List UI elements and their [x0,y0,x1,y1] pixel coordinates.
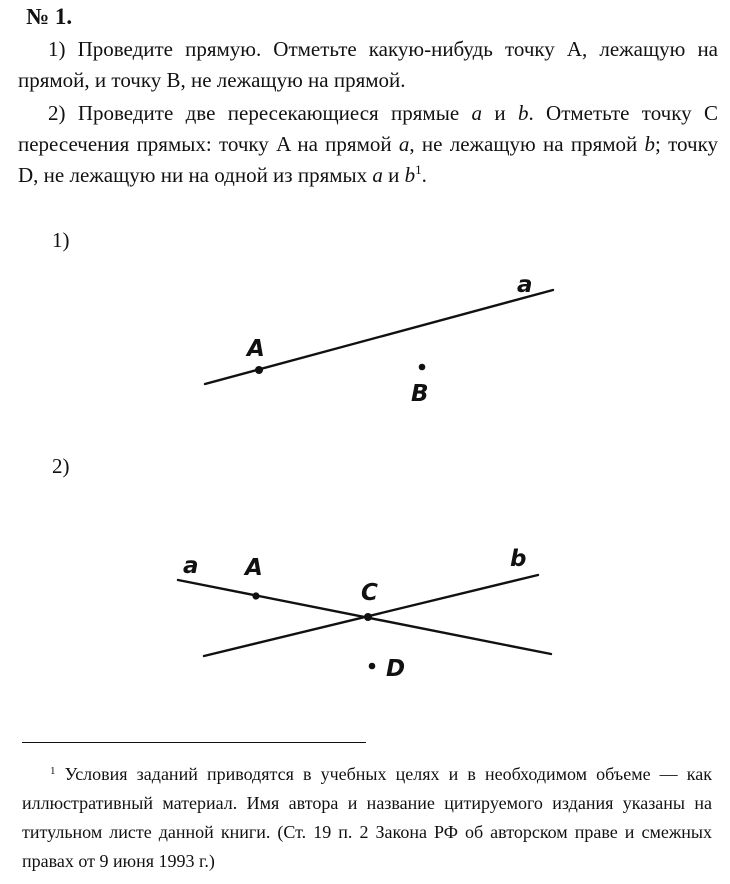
item2-text: и [382,163,405,187]
figure-1 [205,272,553,407]
footnote-marker: 1 [50,765,56,777]
line-a-label: a [517,272,533,298]
item2-text: ; точку D, не лежащую ни на одной из прямых [18,132,718,187]
point-b-dot [419,364,426,371]
footnote [22,760,712,876]
point-d-label: D [386,656,406,682]
item2-text: 2) Проведите две пересекающиеся прямые [48,101,472,125]
task-number: № 1. [26,4,73,29]
figure-2 [178,546,551,682]
point-c-dot [364,613,372,621]
footnote-text: Условия заданий приводятся в учебных целях и в необходимом объеме — как иллюстративный материал. Имя автора и название цитируемого издания указаны на титульном листе данной книги. (Ст. 19 п. 2 Закона РФ об авторском праве и смежных правах от 9 июня 1993 г.) [22,764,712,871]
footnote-divider [22,742,366,743]
point-a-dot [252,592,259,599]
item2-text: . Отметьте точку C пересечения прямых: точку A на прямой [18,101,718,156]
task-item-1: 1) Проведите прямую. Отметьте какую-нибудь точку A, лежащую на прямой, и точку B, не лежащую на прямой. [18,37,718,92]
figure-2-label: 2) [52,454,70,478]
line-a-ref: a [398,132,410,156]
point-a-label: A [247,336,265,362]
item2-text: и [482,101,518,125]
line-a-ref: a [372,163,383,187]
line-b-ref: b [644,132,656,156]
point-c-label: C [361,580,378,606]
line-b-ref: b [404,163,416,187]
item2-text: , не лежащую на прямой [409,132,645,156]
line-a-ref: a [471,101,482,125]
point-a-dot [255,366,263,374]
line-b-ref: b [517,101,529,125]
item2-text: . [421,163,427,187]
point-a-label: A [245,555,263,581]
footnote-reference: 1 [415,162,422,177]
point-b-label: B [411,381,429,407]
line-a-label: a [183,553,199,579]
figure-1-label: 1) [52,228,70,252]
point-d-dot [369,663,376,670]
line-b-label: b [510,546,527,572]
